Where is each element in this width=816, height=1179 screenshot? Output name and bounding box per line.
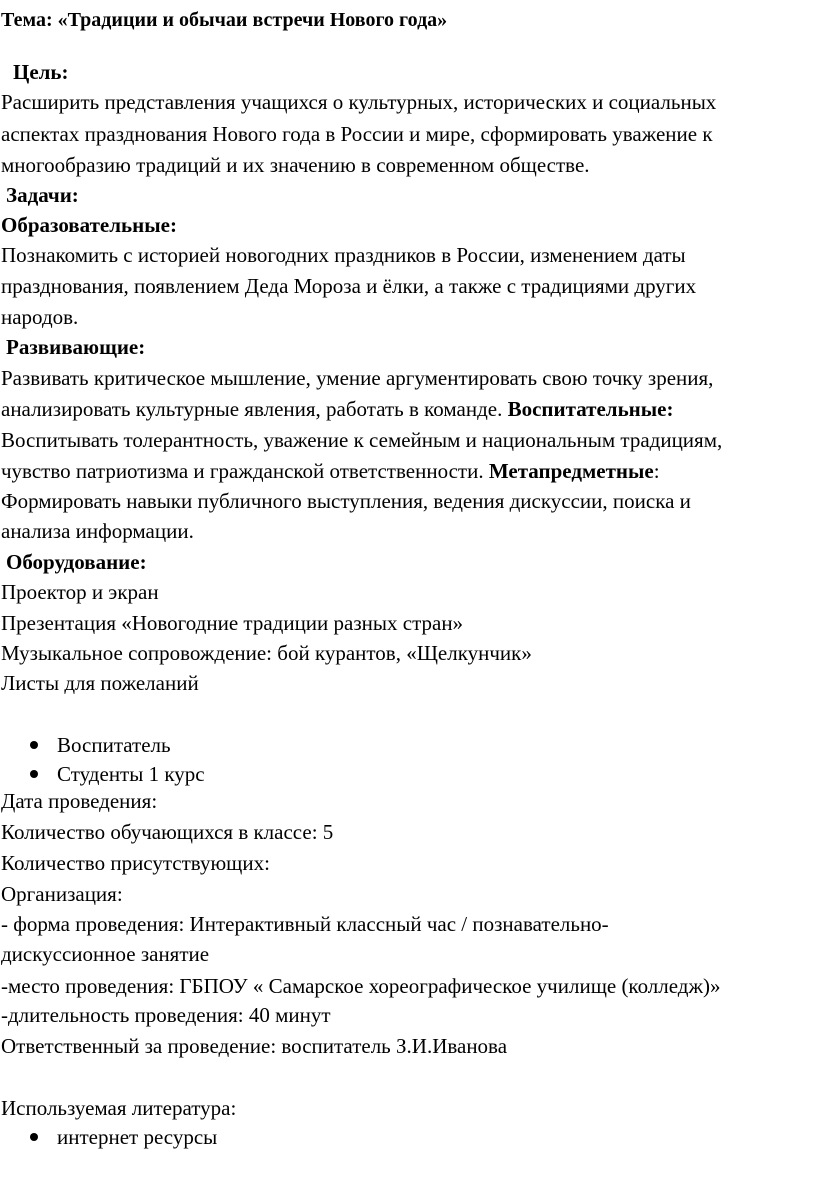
equipment-heading: Оборудование:: [6, 550, 147, 574]
educational-heading: Образовательные:: [1, 213, 177, 237]
educational-line-1: Познакомить с историей новогодних праздников в России, изменением даты: [1, 243, 686, 267]
detail-organization: Организация:: [1, 882, 123, 906]
developing-line-1: Развивать критическое мышление, умение аргументировать свою точку зрения,: [1, 366, 714, 390]
educational-line-3: народов.: [1, 305, 79, 329]
educational-line-2: празднования, появлением Деда Мороза и ёлки, а также с традициями других: [1, 274, 697, 298]
goal-line-1: Расширить представления учащихся о культурных, исторических и социальных: [1, 90, 717, 114]
goal-line-3: многообразию традиций и их значению в современном обществе.: [1, 153, 590, 177]
meta-heading-colon: :: [653, 459, 660, 483]
developing-line-2-text: анализировать культурные явления, работать в команде.: [1, 397, 508, 421]
developing-line-2: [1, 397, 673, 421]
equipment-item-3: Музыкальное сопровождение: бой курантов, «Щелкунчик»: [1, 641, 532, 665]
document-title: Тема: «Традиции и обычаи встречи Нового года»: [1, 9, 448, 31]
goal-heading: Цель:: [13, 60, 69, 84]
detail-form: - форма проведения: Интерактивный классный час / познавательно-: [1, 912, 609, 936]
detail-present-count: Количество присутствующих:: [1, 851, 270, 875]
developing-heading: Развивающие:: [6, 335, 146, 359]
upbringing-line-2-text: чувство патриотизма и гражданской ответственности.: [1, 459, 489, 483]
goal-line-2: аспектах празднования Нового года в России и мире, сформировать уважение к: [1, 122, 713, 146]
meta-line-1: Формировать навыки публичного выступления, ведения дискуссии, поиска и: [1, 489, 691, 513]
equipment-item-4: Листы для пожеланий: [1, 671, 199, 695]
participant-label: Студенты 1 курс: [57, 762, 205, 786]
participant-label: Воспитатель: [57, 733, 171, 757]
detail-date: Дата проведения:: [1, 789, 158, 813]
bullet-icon: [30, 770, 38, 778]
upbringing-heading: Воспитательные:: [507, 397, 674, 421]
participant-item: [30, 762, 205, 786]
meta-heading: Метапредметные: [488, 459, 654, 483]
bullet-icon: [30, 741, 38, 749]
detail-students-count: Количество обучающихся в классе: 5: [1, 820, 334, 844]
detail-duration: -длительность проведения: 40 минут: [1, 1003, 331, 1027]
bullet-icon: [30, 1133, 38, 1141]
detail-form-cont: дискуссионное занятие: [1, 942, 210, 966]
meta-line-2: анализа информации.: [1, 519, 194, 543]
detail-place: -место проведения: ГБПОУ « Самарское хореографическое училище (колледж)»: [1, 974, 721, 998]
literature-label: интернет ресурсы: [57, 1125, 218, 1149]
literature-heading: Используемая литература:: [1, 1096, 237, 1120]
upbringing-line-1: Воспитывать толерантность, уважение к семейным и национальным традициям,: [1, 428, 723, 452]
equipment-item-1: Проектор и экран: [1, 580, 159, 604]
upbringing-line-2: [1, 459, 660, 483]
tasks-heading: Задачи:: [6, 183, 79, 207]
literature-item: [30, 1125, 217, 1149]
equipment-item-2: Презентация «Новогодние традиции разных стран»: [1, 611, 464, 635]
detail-responsible: Ответственный за проведение: воспитатель З.И.Иванова: [1, 1034, 508, 1058]
participant-item: [30, 733, 171, 757]
